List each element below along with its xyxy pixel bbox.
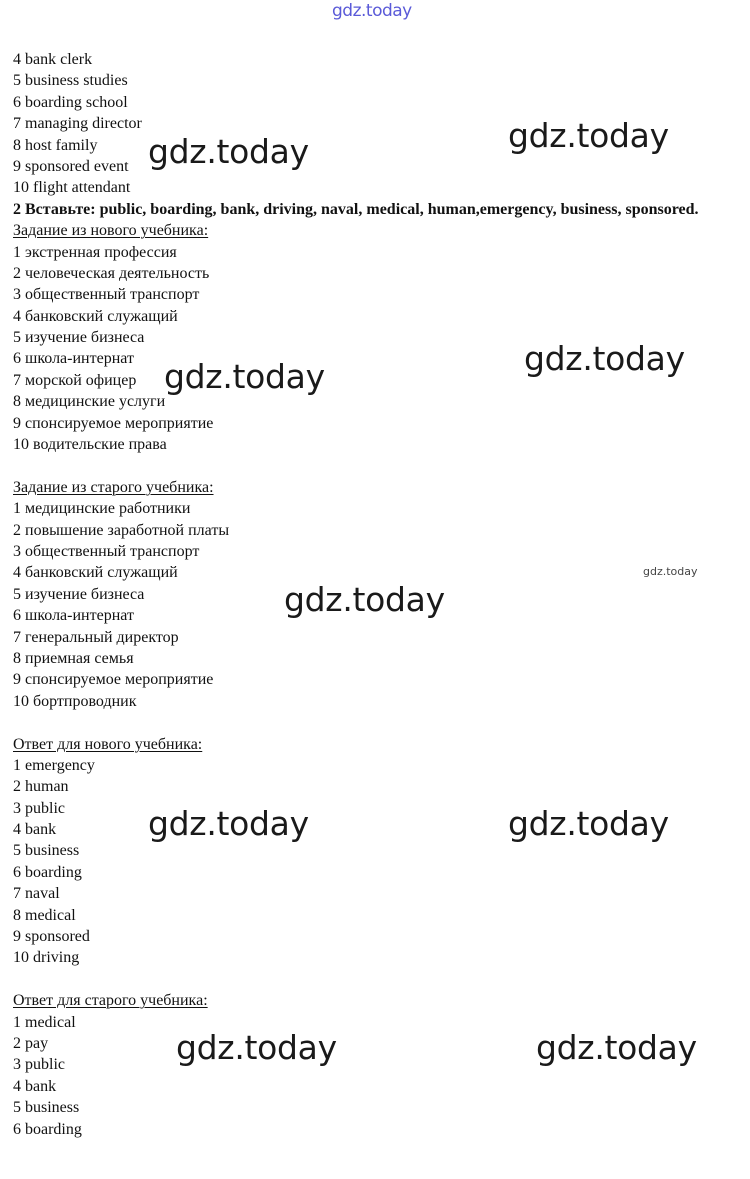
list-item: 5 изучение бизнеса — [13, 585, 145, 603]
list-item: 4 банковский служащий — [13, 564, 178, 582]
section-title-new-book: Задание из нового учебника: — [13, 222, 209, 240]
list-item: 3 public — [13, 1056, 65, 1074]
list-item: 9 sponsored event — [13, 157, 129, 175]
list-item: 4 bank — [13, 1077, 57, 1095]
list-item: 4 bank clerk — [13, 51, 93, 68]
list-item: 9 sponsored — [13, 928, 90, 946]
list-item: 8 medical — [13, 906, 76, 924]
list-item: 6 boarding — [13, 1120, 82, 1138]
list-item: 3 общественный транспорт — [13, 286, 200, 304]
list-item: 10 водительские права — [13, 436, 167, 454]
watermark: gdz.today — [536, 1028, 697, 1067]
section-title-old-book: Задание из старого учебника: — [13, 478, 214, 496]
list-item: 7 генеральный директор — [13, 628, 179, 646]
list-item: 4 банковский служащий — [13, 307, 178, 325]
watermark-small: gdz.today — [643, 565, 698, 578]
site-logo-text: gdz.today — [332, 1, 412, 21]
list-item: 7 naval — [13, 885, 60, 903]
section-title-answer-old: Ответ для старого учебника: — [13, 992, 208, 1010]
watermark: gdz.today — [148, 132, 309, 171]
list-item: 9 спонсируемое мероприятие — [13, 671, 214, 689]
list-item: 1 medical — [13, 1013, 76, 1031]
answer-new-book — [13, 734, 738, 969]
list-item: 6 boarding — [13, 863, 82, 881]
list-item: 4 bank — [13, 821, 57, 839]
watermark: gdz.today — [176, 1028, 337, 1067]
watermark: gdz.today — [164, 357, 325, 396]
watermark: gdz.today — [524, 339, 685, 378]
list-item: 1 экстренная профессия — [13, 243, 177, 261]
list-item: 8 приемная семья — [13, 649, 134, 667]
list-item: 3 public — [13, 799, 65, 817]
list-item: 1 медицинские работники — [13, 500, 191, 518]
watermark: gdz.today — [148, 804, 309, 843]
list-item: 10 flight attendant — [13, 179, 131, 197]
list-item: 5 изучение бизнеса — [13, 329, 145, 347]
list-item: 10 бортпроводник — [13, 692, 137, 710]
list-item: 6 boarding school — [13, 93, 128, 111]
list-item: 2 human — [13, 778, 69, 796]
list-item: 6 школа-интернат — [13, 607, 134, 625]
section-title-answer-new: Ответ для нового учебника: — [13, 735, 203, 753]
new-book-task — [13, 220, 738, 455]
list-item: 10 driving — [13, 949, 80, 967]
list-item: 6 школа-интернат — [13, 350, 134, 368]
list-item: 3 общественный транспорт — [13, 543, 200, 560]
list-item: 5 business studies — [13, 72, 128, 90]
list-item: 5 business — [13, 842, 80, 860]
list-item: 8 медицинские услуги — [13, 393, 166, 411]
list-item: 5 business — [13, 1099, 80, 1117]
watermark: gdz.today — [284, 580, 445, 619]
list-item: 2 pay — [13, 1034, 49, 1052]
list-item: 7 морской офицер — [13, 371, 137, 389]
task2-heading: 2 Вставьте: public, boarding, bank, driving, naval, medical, human,emergency, business, sponsored. — [13, 200, 699, 218]
list-item: 2 человеческая деятельность — [13, 264, 210, 282]
list-item: 2 повышение заработной платы — [13, 521, 230, 539]
list-item: 9 спонсируемое мероприятие — [13, 414, 214, 432]
list-item: 1 emergency — [13, 756, 95, 774]
list-item: 7 managing director — [13, 115, 142, 133]
watermark: gdz.today — [508, 116, 669, 155]
watermark: gdz.today — [508, 804, 669, 843]
list-item: 8 host family — [13, 136, 98, 154]
